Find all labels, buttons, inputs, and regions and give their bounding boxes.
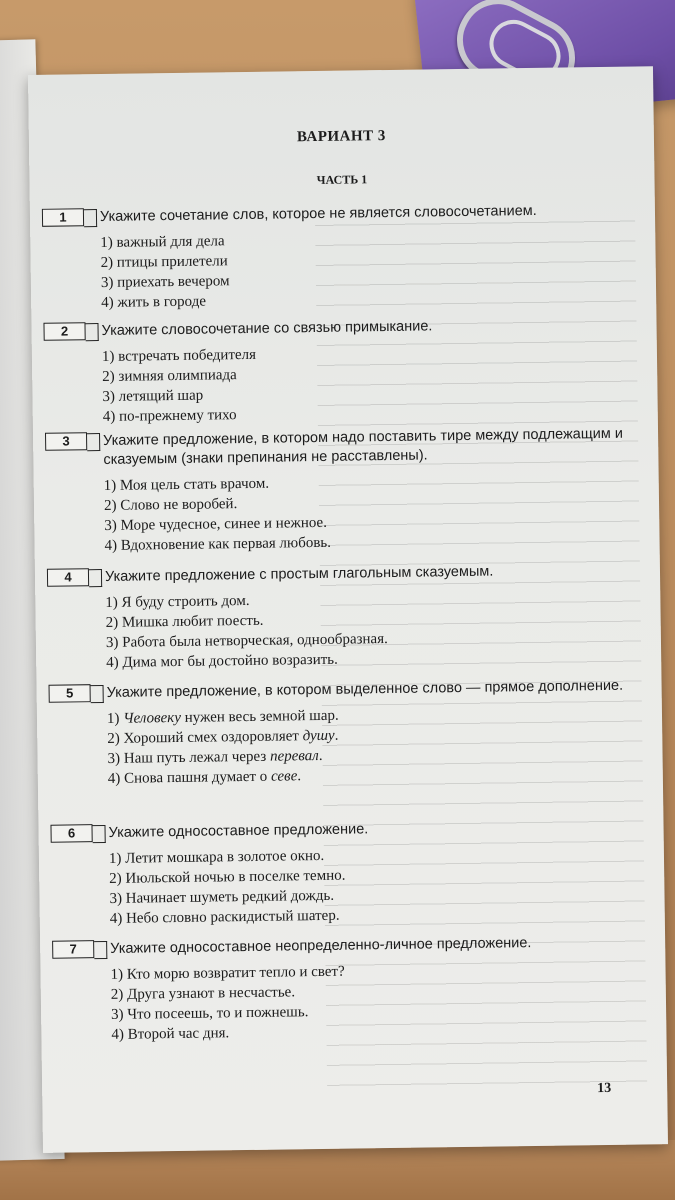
- option-text: 2) зимняя олимпиада: [102, 367, 237, 385]
- answer-options: [104, 468, 642, 555]
- option-text: 4) Дима мог бы достойно возразить.: [106, 651, 338, 671]
- question-text: Укажите словосочетание со связью примыкание.: [101, 318, 433, 339]
- question-3: [45, 424, 642, 556]
- option-text: 3) летящий шар: [102, 387, 204, 405]
- answer-options: [107, 701, 645, 788]
- answer-options: [100, 226, 638, 313]
- option-text: 4) Вдохновение как первая любовь.: [104, 534, 332, 554]
- option-text: 2) птицы прилетели: [100, 253, 228, 272]
- question-text: Укажите сочетание слов, которое не является словосочетанием.: [99, 202, 537, 226]
- workbook-page: [28, 66, 668, 1153]
- option-text: 4) Снова пашня думает о: [107, 768, 272, 787]
- part-title: ЧАСТЬ 1: [316, 172, 368, 187]
- question-header: [42, 201, 637, 228]
- question-header: [47, 560, 642, 587]
- option-text: 1) встречать победителя: [101, 346, 257, 365]
- question-number-box: 1: [42, 208, 84, 227]
- highlighted-word: душу: [302, 727, 335, 745]
- answer-options: [110, 957, 648, 1044]
- option-text: 3) приехать вечером: [100, 273, 230, 292]
- highlighted-word: перевал: [269, 748, 319, 765]
- question-header: [45, 424, 640, 470]
- option-text: 2) Слово не воробей.: [103, 496, 238, 514]
- option-text: 4) Второй час дня.: [111, 1025, 230, 1043]
- question-number-box: 7: [52, 940, 94, 959]
- question-2: [43, 315, 639, 428]
- question-number-box: 4: [47, 568, 89, 587]
- option-text: 4) Небо словно раскидистый шатер.: [109, 907, 340, 927]
- question-text: Укажите предложение, в котором надо поставить тире между подлежащим и сказуемым (знаки препинания не расставлены).: [103, 425, 624, 468]
- option-text: 1) Летит мошкара в золотое окно.: [108, 847, 325, 867]
- option-text: .: [334, 727, 339, 744]
- option-text: 2) Хороший смех оздоровляет: [107, 728, 303, 747]
- question-7: [52, 932, 648, 1045]
- option-text: .: [318, 747, 323, 765]
- option-text: 1) важный для дела: [100, 233, 225, 252]
- answer-options: [102, 339, 640, 426]
- option-text: 3) Работа была нетворческая, однообразная.: [105, 631, 388, 651]
- question-text: Укажите предложение, в котором выделенное слово — прямое дополнение.: [106, 677, 624, 701]
- option-text: 2) Мишка любит поесть.: [105, 612, 264, 631]
- answer-options: [105, 585, 643, 672]
- option-text: 1) Кто морю возвратит тепло и свет?: [110, 963, 345, 983]
- question-text: Укажите односоставное неопределенно-личное предложение.: [110, 935, 532, 957]
- option-text: 2) Друга узнают в несчастье.: [110, 984, 296, 1003]
- option-text: 1) Я буду строить дом.: [105, 592, 250, 611]
- question-header: [50, 816, 645, 843]
- question-5: [49, 676, 645, 789]
- question-number-box: 5: [49, 684, 91, 703]
- option-text: 2) Июльской ночью в поселке темно.: [109, 867, 346, 887]
- question-header: [52, 932, 647, 959]
- question-text: Укажите предложение с простым глагольным сказуемым.: [104, 563, 494, 585]
- question-6: [50, 816, 646, 929]
- highlighted-word: Человеку: [123, 709, 182, 727]
- option-text: нужен весь земной шар.: [180, 707, 339, 726]
- option-text: 4) жить в городе: [101, 293, 207, 311]
- option-text: 1) Моя цель стать врачом.: [103, 475, 270, 494]
- option-text: 3) Море чудесное, синее и нежное.: [104, 514, 328, 534]
- option-text: .: [297, 768, 302, 785]
- option-text: 3) Наш путь лежал через: [107, 748, 271, 767]
- option-text: 3) Начинает шуметь редкий дождь.: [109, 887, 335, 907]
- question-header: [43, 315, 638, 342]
- page-number: 13: [597, 1080, 612, 1097]
- question-number-box: 3: [45, 432, 87, 451]
- question-1: [42, 201, 638, 314]
- question-4: [47, 560, 643, 673]
- answer-options: [109, 841, 647, 928]
- highlighted-word: севе: [270, 768, 298, 785]
- option-text: 3) Что посеешь, то и пожнешь.: [111, 1004, 309, 1023]
- question-number-box: 6: [50, 824, 92, 843]
- question-number-box: 2: [43, 322, 85, 341]
- option-text: 4) по-прежнему тихо: [102, 407, 237, 425]
- question-text: Укажите односоставное предложение.: [108, 821, 369, 841]
- question-header: [49, 676, 644, 703]
- option-text: 1): [106, 710, 124, 727]
- variant-title: ВАРИАНТ 3: [296, 128, 386, 146]
